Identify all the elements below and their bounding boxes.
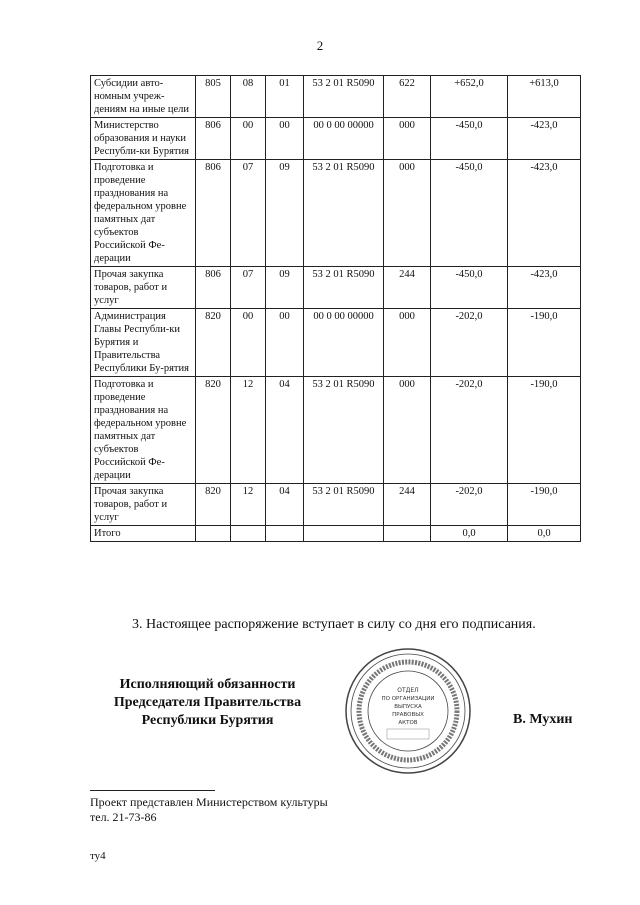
cell-grbs: 806 bbox=[196, 118, 231, 160]
cell-amount-1: -450,0 bbox=[431, 160, 508, 267]
cell-section bbox=[231, 526, 266, 542]
cell-expense-type: 622 bbox=[384, 76, 431, 118]
footnote-line2: тел. 21-73-86 bbox=[90, 810, 157, 824]
cell-target-item: 53 2 01 R5090 bbox=[304, 484, 384, 526]
cell-target-item: 53 2 01 R5090 bbox=[304, 76, 384, 118]
cell-subsection: 09 bbox=[266, 267, 304, 309]
table-row bbox=[91, 267, 581, 309]
cell-subsection: 09 bbox=[266, 160, 304, 267]
svg-text:ПО ОРГАНИЗАЦИИ: ПО ОРГАНИЗАЦИИ bbox=[381, 696, 435, 702]
cell-subsection: 04 bbox=[266, 377, 304, 484]
cell-expense-type: 000 bbox=[384, 160, 431, 267]
cell-amount-2: -423,0 bbox=[508, 118, 581, 160]
cell-expense-type: 000 bbox=[384, 377, 431, 484]
cell-expense-type: 000 bbox=[384, 309, 431, 377]
cell-amount-2: -423,0 bbox=[508, 267, 581, 309]
cell-amount-1: -202,0 bbox=[431, 484, 508, 526]
cell-subsection: 01 bbox=[266, 76, 304, 118]
footnote-line1: Проект представлен Министерством культуры bbox=[90, 795, 328, 809]
cell-row-name: Прочая закупка товаров, работ и услуг bbox=[91, 484, 196, 526]
cell-expense-type: 244 bbox=[384, 484, 431, 526]
table-row bbox=[91, 118, 581, 160]
cell-amount-1: -450,0 bbox=[431, 118, 508, 160]
table-row bbox=[91, 309, 581, 377]
cell-section: 00 bbox=[231, 118, 266, 160]
cell-section: 08 bbox=[231, 76, 266, 118]
footnote bbox=[90, 795, 328, 825]
cell-amount-2: -190,0 bbox=[508, 377, 581, 484]
cell-row-name: Итого bbox=[91, 526, 196, 542]
cell-row-name: Прочая закупка товаров, работ и услуг bbox=[91, 267, 196, 309]
cell-target-item: 53 2 01 R5090 bbox=[304, 267, 384, 309]
cell-section: 00 bbox=[231, 309, 266, 377]
table-row bbox=[91, 377, 581, 484]
signatory-title-line2: Председателя Правительства bbox=[113, 695, 302, 710]
signatory-title-line3: Республики Бурятия bbox=[141, 713, 274, 728]
cell-target-item: 00 0 00 00000 bbox=[304, 309, 384, 377]
cell-subsection: 00 bbox=[266, 118, 304, 160]
cell-grbs: 805 bbox=[196, 76, 231, 118]
cell-amount-2: +613,0 bbox=[508, 76, 581, 118]
cell-grbs: 806 bbox=[196, 267, 231, 309]
cell-amount-1: -450,0 bbox=[431, 267, 508, 309]
cell-row-name: Субсидии авто-номным учреж-дениям на иные цели bbox=[91, 76, 196, 118]
cell-section: 07 bbox=[231, 160, 266, 267]
cell-grbs: 820 bbox=[196, 309, 231, 377]
footnote-divider bbox=[90, 790, 215, 791]
cell-expense-type bbox=[384, 526, 431, 542]
signatory-title bbox=[90, 676, 325, 730]
cell-amount-2: -190,0 bbox=[508, 484, 581, 526]
cell-amount-1: +652,0 bbox=[431, 76, 508, 118]
cell-amount-2: 0,0 bbox=[508, 526, 581, 542]
cell-row-name: Подготовка и проведение празднования на федеральном уровне памятных дат субъектов Российской Фе-дерации bbox=[91, 377, 196, 484]
cell-amount-1: 0,0 bbox=[431, 526, 508, 542]
cell-grbs bbox=[196, 526, 231, 542]
cell-row-name: Администрация Главы Республи-ки Бурятия и Правительства Республики Бу-рятия bbox=[91, 309, 196, 377]
cell-section: 12 bbox=[231, 377, 266, 484]
cell-grbs: 820 bbox=[196, 377, 231, 484]
cell-amount-2: -423,0 bbox=[508, 160, 581, 267]
cell-section: 12 bbox=[231, 484, 266, 526]
cell-target-item: 00 0 00 00000 bbox=[304, 118, 384, 160]
svg-text:ПРАВОВЫХ: ПРАВОВЫХ bbox=[392, 712, 424, 718]
signatory-title-line1: Исполняющий обязанности bbox=[119, 677, 296, 692]
table-row bbox=[91, 160, 581, 267]
cell-subsection bbox=[266, 526, 304, 542]
cell-target-item bbox=[304, 526, 384, 542]
cell-amount-1: -202,0 bbox=[431, 377, 508, 484]
document-code: ту4 bbox=[90, 850, 106, 862]
cell-expense-type: 244 bbox=[384, 267, 431, 309]
cell-grbs: 806 bbox=[196, 160, 231, 267]
cell-grbs: 820 bbox=[196, 484, 231, 526]
svg-text:ОТДЕЛ: ОТДЕЛ bbox=[397, 687, 419, 694]
table-row bbox=[91, 484, 581, 526]
clause-text: 3. Настоящее распоряжение вступает в силу со дня его подписания. bbox=[132, 617, 536, 632]
page-number: 2 bbox=[316, 38, 324, 53]
cell-target-item: 53 2 01 R5090 bbox=[304, 377, 384, 484]
cell-amount-2: -190,0 bbox=[508, 309, 581, 377]
cell-expense-type: 000 bbox=[384, 118, 431, 160]
table-row bbox=[91, 526, 581, 542]
svg-text:АКТОВ: АКТОВ bbox=[398, 720, 418, 726]
cell-subsection: 04 bbox=[266, 484, 304, 526]
table-row bbox=[91, 76, 581, 118]
cell-target-item: 53 2 01 R5090 bbox=[304, 160, 384, 267]
cell-amount-1: -202,0 bbox=[431, 309, 508, 377]
budget-table bbox=[90, 75, 581, 542]
cell-row-name: Подготовка и проведение празднования на федеральном уровне памятных дат субъектов Российской Фе-дерации bbox=[91, 160, 196, 267]
cell-subsection: 00 bbox=[266, 309, 304, 377]
official-seal bbox=[343, 646, 473, 776]
svg-text:ВЫПУСКА: ВЫПУСКА bbox=[394, 704, 422, 710]
signatory-name: В. Мухин bbox=[513, 712, 573, 727]
cell-section: 07 bbox=[231, 267, 266, 309]
cell-row-name: Министерство образования и науки Республи-ки Бурятия bbox=[91, 118, 196, 160]
